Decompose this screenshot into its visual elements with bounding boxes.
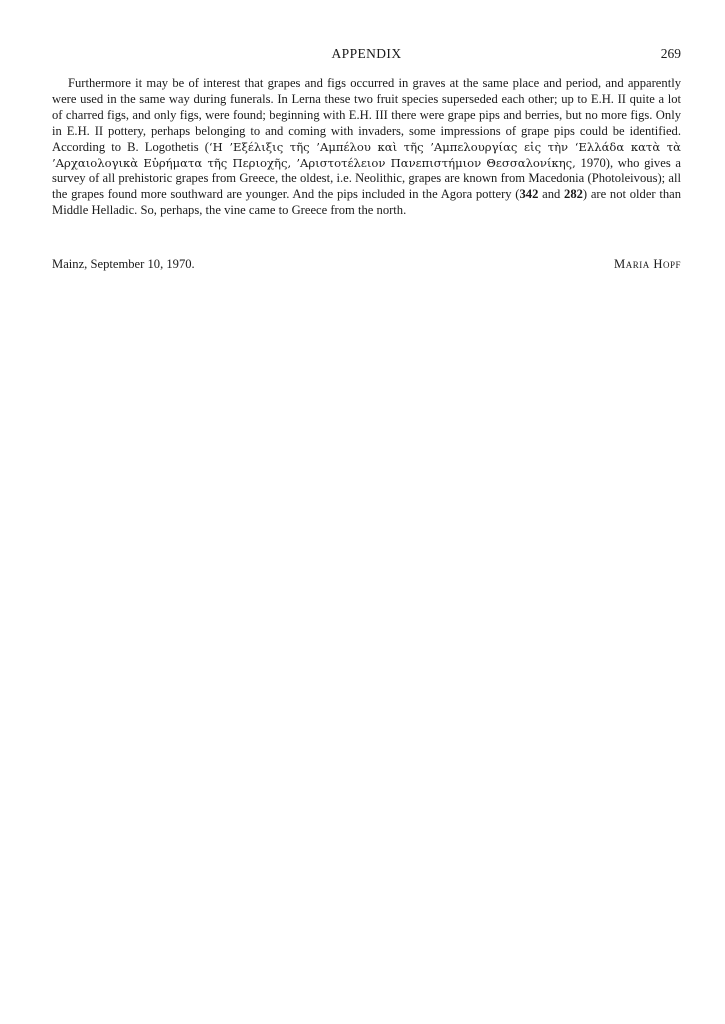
text-segment: ) are not older than Middle Helladic. So, perhaps, the vine came to Greece from the north. <box>52 187 682 218</box>
place-date: Mainz, September 10, 1970. <box>52 257 195 271</box>
text-segment: 1970), who gives a survey of all prehistoric grapes from Greece, the oldest, i.e. Neolithic, grapes are known from Macedonia (Photoleivous); all the grapes found more southward are younger. And the pips included in the Agora pottery ( <box>52 155 681 202</box>
author-name: Maria Hopf <box>614 257 681 271</box>
greek-book-title: ‘Η ’Εξέλιξις τῆς ’Αμπέλου καὶ τῆς ’Αμπελουργίας εἰς τὴν ‘Ελλάδα κατὰ τὰ ’Αρχαιολογικὰ Εὑρήματα τῆς Περιοχῆς, ’Αριστοτέλειον Πανεπιστήμιον Θεσσαλονίκης, <box>52 139 682 170</box>
running-title: APPENDIX <box>331 46 402 61</box>
catalog-reference: 282 <box>564 187 583 202</box>
page-number: 269 <box>660 46 681 61</box>
body-paragraph <box>52 76 681 219</box>
text-segment: Furthermore it may be of interest that grapes and figs occurred in graves at the same place and period, and apparently were used in the same way during funerals. In Lerna these two fruit species superseded each other; up to E.H. II quite a lot of charred figs, and only figs, were found; beginning with E.H. III there were grape pips and berries, but no more figs. Only in E.H. II pottery, perhaps belonging to and coming with invaders, some impressions of grape pips could be identified. According to B. Logothetis ( <box>52 76 681 154</box>
text-segment: and <box>538 187 565 202</box>
page-header <box>52 46 681 66</box>
catalog-reference: 342 <box>519 187 539 202</box>
